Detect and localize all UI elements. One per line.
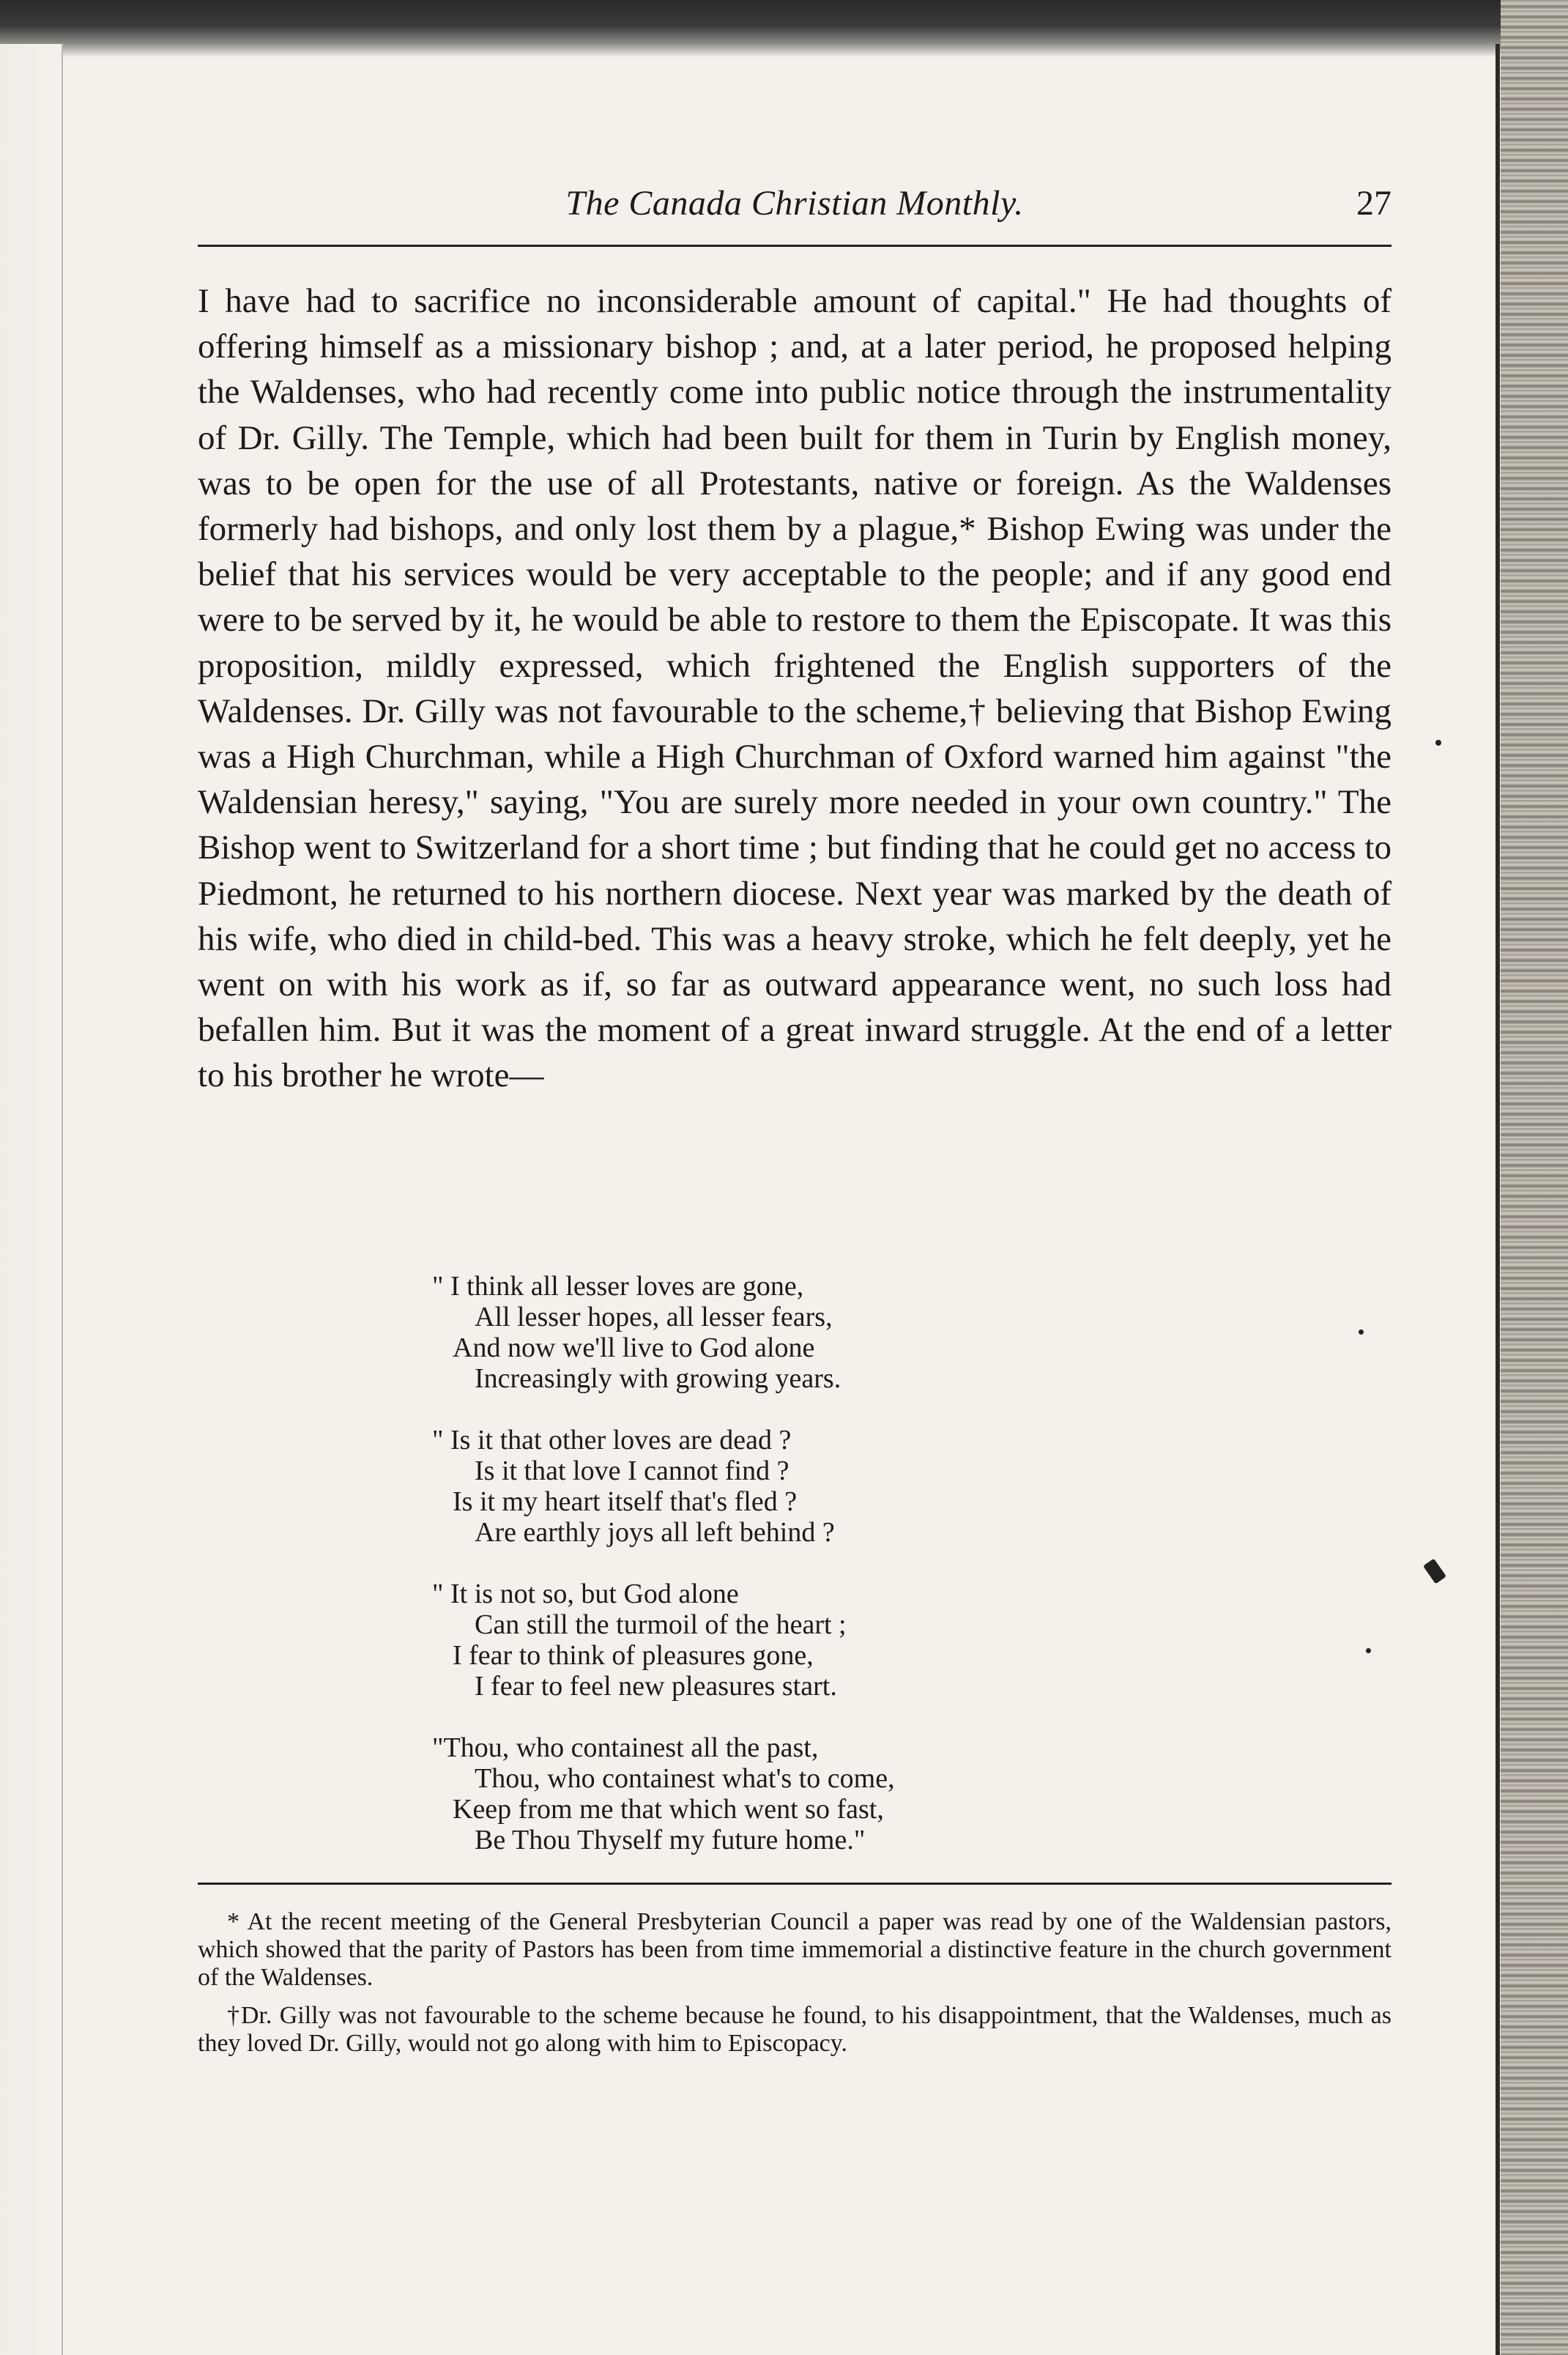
header-rule bbox=[198, 245, 1391, 247]
scan-top-edge bbox=[0, 0, 1568, 57]
poem-line: Is it my heart itself that's fled ? bbox=[453, 1486, 798, 1517]
scan-left-margin bbox=[0, 44, 63, 2355]
poem-line: Thou, who containest what's to come, bbox=[475, 1763, 895, 1794]
poem-stanza bbox=[432, 1425, 1091, 1548]
scan-right-edge bbox=[1501, 0, 1568, 2355]
poem-line: All lesser hopes, all lesser fears, bbox=[475, 1302, 833, 1332]
poem-line: Is it that love I cannot find ? bbox=[475, 1455, 789, 1486]
poem-stanza bbox=[432, 1271, 1091, 1394]
poem-line: "Thou, who containest all the past, bbox=[432, 1732, 819, 1763]
footnote: †Dr. Gilly was not favourable to the scheme because he found, to his disappointment, that the Waldenses, much as they loved Dr. Gilly, would not go along with him to Episcopacy. bbox=[198, 2002, 1391, 2057]
page-number: 27 bbox=[1356, 184, 1391, 223]
poem-line: " I think all lesser loves are gone, bbox=[432, 1271, 804, 1302]
body-text bbox=[198, 278, 1391, 1099]
poem-stanza bbox=[432, 1579, 1091, 1702]
poem-line: Keep from me that which went so fast, bbox=[453, 1794, 884, 1825]
footnotes bbox=[198, 1908, 1391, 2068]
footnote: * At the recent meeting of the General Presbyterian Council a paper was read by one of the Waldensian pastors, which showed that the parity of Pastors has been from time immemorial a distinctive feature in the church government of the Waldenses. bbox=[198, 1908, 1391, 1991]
poem-line: " Is it that other loves are dead ? bbox=[432, 1425, 792, 1455]
poem-line: Be Thou Thyself my future home." bbox=[475, 1825, 866, 1855]
running-head bbox=[198, 168, 1391, 234]
ink-mark bbox=[1423, 1559, 1446, 1584]
poem-line: Are earthly joys all left behind ? bbox=[475, 1517, 835, 1548]
poem-stanza bbox=[432, 1732, 1091, 1855]
journal-title: The Canada Christian Monthly. bbox=[565, 184, 1024, 223]
page-border-line bbox=[1495, 44, 1500, 2355]
footnote-rule bbox=[198, 1883, 1391, 1885]
ink-speck bbox=[1435, 740, 1441, 746]
poem-line: I fear to feel new pleasures start. bbox=[475, 1671, 837, 1702]
poem-line: Can still the turmoil of the heart ; bbox=[475, 1609, 847, 1640]
poem bbox=[432, 1271, 1091, 1886]
document-page bbox=[198, 168, 1391, 2293]
body-paragraph: I have had to sacrifice no inconsiderable amount of capital." He had thoughts of offering himself as a missionary bishop ; and, at a later period, he proposed helping the Waldenses, who had recently come into public notice through the instrumentality of Dr. Gilly. The Temple, which had been built for them in Turin by English money, was to be open for the use of all Protestants, native or foreign. As the Waldenses formerly had bishops, and only lost them by a plague,* Bishop Ewing was under the belief that his services would be very acceptable to the people; and if any good end were to be served by it, he would be able to restore to them the Episcopate. It was this proposition, mildly expressed, which frightened the English supporters of the Waldenses. Dr. Gilly was not favourable to the scheme,† believing that Bishop Ewing was a High Churchman, while a High Churchman of Oxford warned him against "the Waldensian heresy," saying, "You are surely more needed in your own country." The Bishop went to Switzerland for a short time ; but finding that he could get no access to Piedmont, he returned to his northern diocese. Next year was marked by the death of his wife, who died in child-bed. This was a heavy stroke, which he felt deeply, yet he went on with his work as if, so far as outward appearance went, no such loss had befallen him. But it was the moment of a great inward struggle. At the end of a letter to his brother he wrote— bbox=[198, 282, 1391, 1095]
poem-line: And now we'll live to God alone bbox=[453, 1332, 815, 1363]
poem-line: " It is not so, but God alone bbox=[432, 1579, 739, 1609]
poem-line: Increasingly with growing years. bbox=[475, 1363, 841, 1394]
poem-line: I fear to think of pleasures gone, bbox=[453, 1640, 814, 1671]
